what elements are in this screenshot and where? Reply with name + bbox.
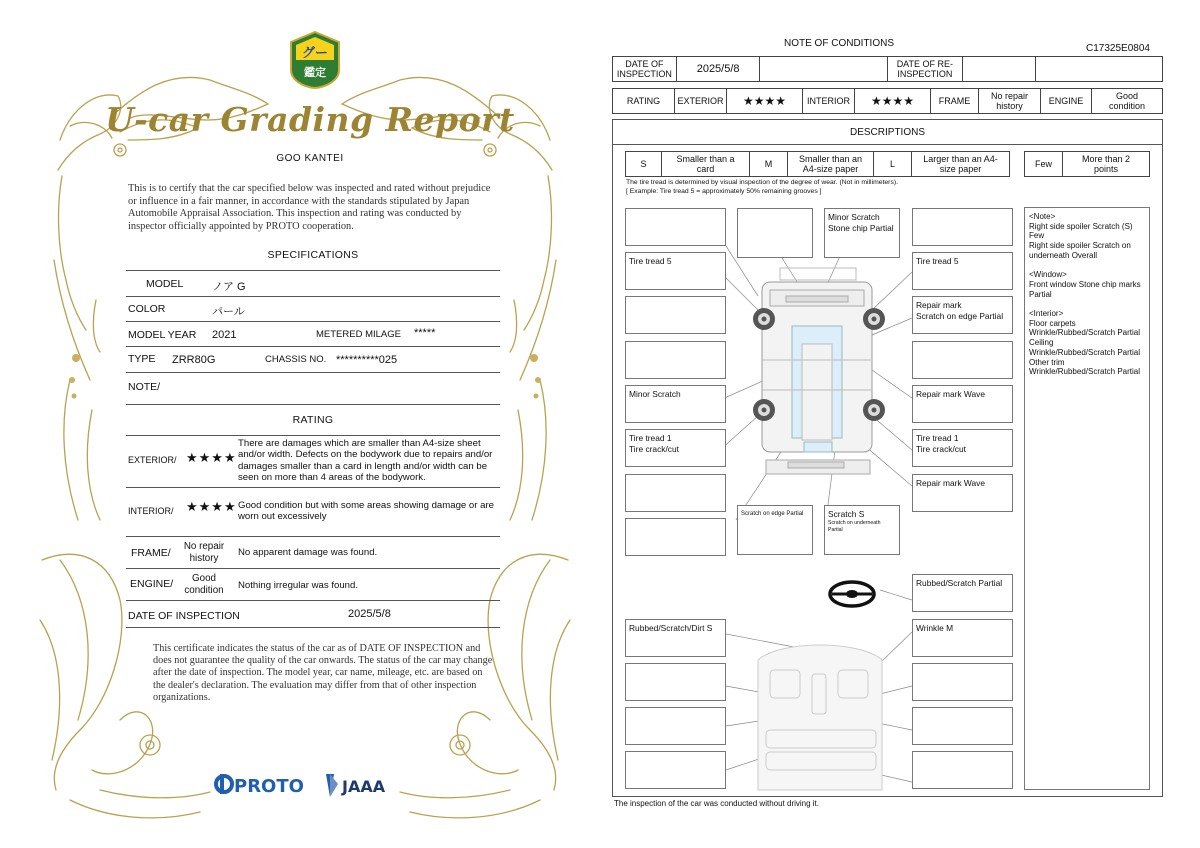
- divider: [126, 536, 500, 537]
- note-line: Front window Stone chip marks Partial: [1029, 279, 1141, 299]
- condition-box: [625, 707, 726, 745]
- rating-heading: RATING: [292, 414, 334, 426]
- exterior-description: There are damages which are smaller than A4-size sheet and/or width. Defects on the bodywork due to repairs and/or damages smaller than a card in length and/or width can be seen on more than 4 areas of the bodywork.: [238, 438, 493, 484]
- condition-box-rear-left: [737, 505, 813, 555]
- chassis-label: CHASSIS NO.: [265, 354, 327, 365]
- legend-s: S: [626, 152, 662, 176]
- frame-description: No apparent damage was found.: [238, 547, 378, 558]
- chassis-value: **********025: [336, 354, 398, 366]
- note-spacer: [1029, 299, 1145, 309]
- condition-text: Rubbed/Scratch/Dirt S: [629, 623, 713, 633]
- goo-kantei-badge-icon: [287, 30, 343, 90]
- certificate-subtitle: GOO KANTEI: [276, 153, 344, 164]
- interior-stars: ★★★★: [186, 499, 237, 514]
- divider: [126, 404, 500, 405]
- exterior-stars: ★★★★: [186, 450, 237, 465]
- condition-box-right-rear-tire: [912, 429, 1013, 467]
- condition-box-left-rear-tire: [625, 429, 726, 467]
- condition-text: Scratch S: [828, 509, 865, 519]
- note-line: Floor carpets: [1029, 318, 1076, 328]
- condition-box-right-front-tire: [912, 252, 1013, 290]
- interior-label: INTERIOR: [803, 89, 855, 113]
- exterior-stars: ★★★★: [727, 89, 803, 113]
- note-of-conditions-sheet: [610, 0, 1200, 848]
- legend-l: L: [874, 152, 912, 176]
- divider: [126, 487, 500, 488]
- condition-text: Minor Scratch: [828, 212, 880, 222]
- condition-box-front: [824, 208, 900, 258]
- divider: [126, 346, 500, 347]
- color-value: パール: [212, 306, 245, 318]
- date-of-inspection-label: DATE OF INSPECTION: [128, 610, 240, 622]
- color-label: COLOR: [128, 303, 166, 315]
- condition-text: Scratch on edge Partial: [741, 511, 804, 517]
- condition-box: [912, 208, 1013, 246]
- legend-l-desc: Larger than an A4-size paper: [923, 154, 998, 174]
- condition-text: Tire crack/cut: [916, 444, 966, 455]
- certificate-footer: This certificate indicates the status of the car as of DATE OF INSPECTION and does not guarantee the quality of the car onwards. The status of the car may change after the date of inspection. The model year, car name, mileage, etc. are based on the dealer's declaration. The evaluation may differ from that of other inspection organizations.: [153, 643, 493, 703]
- legend-m: M: [750, 152, 788, 176]
- condition-text: Wrinkle M: [916, 623, 954, 633]
- divider: [126, 627, 500, 628]
- note-line: Right side spoiler Scratch (S): [1029, 221, 1133, 231]
- condition-box-steering: [912, 574, 1013, 612]
- type-value: ZRR80G: [172, 354, 216, 366]
- divider: [126, 600, 500, 601]
- condition-box-interior-front-left: [625, 619, 726, 657]
- certificate-intro: This is to certify that the car specified below was inspected and rated without prejudice or influence in a fair manner, in accordance with the standards stipulated by Japan Automobile Appraisal Association. This inspection and rating was conducted by inspector officially appointed by PROTO cooperation.: [128, 183, 491, 232]
- condition-box: [625, 751, 726, 789]
- engine-description: Nothing irregular was found.: [238, 580, 358, 591]
- type-label: TYPE: [128, 353, 156, 365]
- steering-wheel-icon: [830, 582, 874, 606]
- model-year-label: MODEL YEAR: [128, 329, 197, 341]
- divider: [126, 435, 500, 436]
- sheet-code: C17325E0804: [1086, 43, 1150, 54]
- date-of-inspection-value: 2025/5/8: [348, 608, 391, 620]
- mileage-label: METERED MILAGE: [316, 329, 401, 340]
- note-line: Ceiling: [1029, 338, 1054, 348]
- svg-text:鑑定: 鑑定: [304, 66, 326, 79]
- condition-box-right-side: [912, 385, 1013, 423]
- frame-value: No repair history: [979, 89, 1041, 113]
- condition-text: Tire tread 5: [629, 256, 672, 266]
- note-spacer: [1029, 261, 1145, 271]
- condition-text: Rubbed/Scratch Partial: [916, 578, 1003, 588]
- condition-text: Repair mark Wave: [916, 478, 986, 488]
- divider: [126, 321, 500, 322]
- legend-few: Few: [1025, 152, 1063, 176]
- date-of-re-inspection-label: DATE OF RE-INSPECTION: [888, 57, 963, 81]
- note-line: Wrinkle/Rubbed/Scratch Partial: [1029, 347, 1141, 357]
- tire-note-2: [ Example: Tire tread 5 = approximately 50% remaining grooves ]: [626, 188, 822, 195]
- condition-text: Scratch on edge Partial: [916, 311, 1004, 322]
- legend-s-desc: Smaller than a card: [662, 152, 750, 176]
- note-line: Right side spoiler Scratch on underneath Overall: [1029, 241, 1131, 260]
- jaaa-logo-text: JAAA: [342, 777, 386, 796]
- divider: [126, 372, 500, 373]
- date-of-inspection-label: DATE OF INSPECTION: [613, 57, 677, 81]
- note-line: <Note>: [1029, 212, 1056, 221]
- condition-text: Stone chip Partial: [828, 223, 894, 234]
- condition-box: [737, 208, 813, 258]
- model-value: ノア G: [212, 281, 246, 293]
- footer-logos: [214, 770, 414, 800]
- frame-label: FRAME/: [131, 547, 171, 559]
- frame-label: FRAME: [931, 89, 979, 113]
- exterior-label: EXTERIOR/: [128, 455, 177, 465]
- condition-box: [625, 208, 726, 246]
- divider: [126, 568, 500, 569]
- engine-label: ENGINE: [1041, 89, 1092, 113]
- condition-box: [625, 518, 726, 556]
- car-interior-view: [758, 645, 882, 790]
- certificate-title: U-car Grading Report: [105, 100, 515, 139]
- tire-note-1: The tire tread is determined by visual inspection of the degree of wear. (Not in millimeters).: [626, 179, 898, 186]
- svg-text:グー: グー: [301, 46, 329, 61]
- condition-box-right-front: [912, 296, 1013, 334]
- proto-logo-text: PROTO: [234, 776, 304, 797]
- interior-stars: ★★★★: [855, 89, 931, 113]
- model-label: MODEL: [146, 278, 184, 290]
- condition-text: Minor Scratch: [629, 389, 681, 399]
- condition-box: [625, 341, 726, 379]
- divider: [126, 296, 500, 297]
- sheet-footer: The inspection of the car was conducted without driving it.: [614, 799, 819, 808]
- condition-box: [912, 751, 1013, 789]
- date-of-inspection-value: 2025/5/8: [677, 57, 761, 81]
- legend-m-desc: Smaller than an A4-size paper: [788, 152, 874, 176]
- note-line: <Interior>: [1029, 309, 1064, 318]
- model-year-value: 2021: [212, 329, 237, 341]
- condition-text: Repair mark Wave: [916, 389, 986, 399]
- engine-value: Good condition: [184, 573, 224, 596]
- specifications-heading: SPECIFICATIONS: [267, 249, 359, 261]
- note-line: Wrinkle/Rubbed/Scratch Partial: [1029, 328, 1141, 338]
- proto-logo-icon: [214, 770, 414, 800]
- condition-box-right-rear: [912, 474, 1013, 512]
- notes-panel: [1024, 207, 1150, 790]
- interior-label: INTERIOR/: [128, 506, 174, 516]
- descriptions-heading: DESCRIPTIONS: [612, 119, 1163, 145]
- condition-text: Tire crack/cut: [629, 444, 679, 455]
- condition-box: [912, 663, 1013, 701]
- condition-text: Repair mark: [916, 300, 962, 310]
- note-line: Wrinkle/Rubbed/Scratch Partial: [1029, 367, 1141, 377]
- interior-description: Good condition but with some areas showing damage or are worn out excessively: [238, 500, 494, 523]
- condition-box: [625, 296, 726, 334]
- condition-box-rear-bumper: [824, 505, 900, 555]
- condition-box-left-front-tire: [625, 252, 726, 290]
- condition-text: Tire tread 1: [916, 433, 959, 443]
- sheet-title: NOTE OF CONDITIONS: [784, 38, 894, 49]
- legend-few-desc: More than 2 points: [1081, 154, 1131, 174]
- condition-text: Tire tread 5: [916, 256, 959, 266]
- exterior-label: EXTERIOR: [675, 89, 727, 113]
- condition-box-left-side: [625, 385, 726, 423]
- condition-box: [625, 474, 726, 512]
- condition-box: [912, 341, 1013, 379]
- condition-text: Tire tread 1: [629, 433, 672, 443]
- note-line: Other trim: [1029, 357, 1065, 367]
- condition-box: [912, 707, 1013, 745]
- frame-value: No repair history: [183, 541, 225, 564]
- divider: [126, 270, 500, 271]
- note-line: Few: [1029, 231, 1045, 241]
- car-top-view: [762, 268, 872, 474]
- mileage-value: *****: [414, 327, 436, 339]
- condition-box-interior-front-right: [912, 619, 1013, 657]
- engine-value: Good condition: [1108, 91, 1146, 111]
- rating-label: RATING: [613, 89, 675, 113]
- note-label: NOTE/: [128, 381, 161, 393]
- condition-box: [625, 663, 726, 701]
- engine-label: ENGINE/: [130, 578, 174, 590]
- note-line: <Window>: [1029, 270, 1067, 280]
- condition-text: Scratch on underneath Partial: [828, 520, 881, 534]
